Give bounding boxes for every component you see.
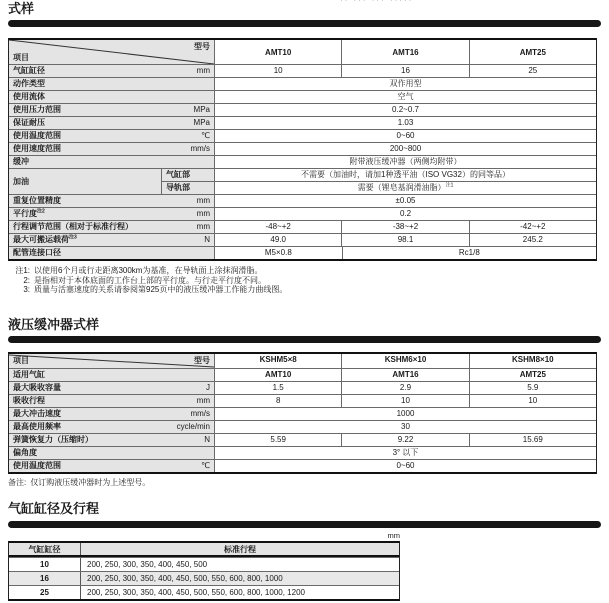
stroke-list: 200, 250, 300, 350, 400, 450, 500 [80,558,399,571]
row-unit: ℃ [201,460,210,470]
column-header-amt25: AMT25 [469,40,596,64]
absorber-table [8,352,597,474]
cell-value: 10 [341,395,468,407]
column-header-standard-stroke: 标准行程 [80,543,399,555]
cell-value: 25 [469,65,596,77]
column-header-kshm6x10: KSHM6×10 [341,354,468,368]
row-unit: mm [196,395,210,405]
corner-item-label: 项目 [13,355,29,365]
diagonal-corner-cell [9,40,214,64]
absorber-remark [8,478,609,488]
spec-table-header-row [9,40,596,64]
row-label: 配管连接口径 [13,248,61,257]
table-row-pressure-range [9,103,596,116]
corner-item-label: 项目 [13,53,29,62]
row-label-lubrication: 加油 [9,169,161,194]
cell-value: 49.0 [214,234,341,246]
lube-subrow-guide [161,181,596,194]
row-label: 偏角度 [13,447,37,457]
row-label: 重复位置精度 [13,196,61,205]
row-unit: mm [196,209,210,218]
cell-value-span: 0.2~0.7 [214,104,596,116]
unit-label-mm: mm [387,531,400,540]
footnote-1 [8,266,609,276]
cell-value: 5.59 [214,434,341,446]
section-divider-bar [8,20,601,27]
column-header-bore: 气缸缸径 [28,545,61,554]
cell-value: 8 [214,395,341,407]
row-label [13,234,77,246]
cell-value: 98.1 [341,234,468,246]
table-row-max-load [9,233,596,246]
cell-value: M5×0.8 [214,247,342,259]
row-label: 行程调节范围（相对于标准行程） [13,222,133,231]
diagonal-line [9,354,214,368]
footnote-3 [8,285,609,295]
cell-value: 9.22 [341,434,468,446]
label-text: 平行度 [13,209,37,218]
cell-value: 2.9 [341,382,468,394]
section-title-specifications: 式样 [8,1,35,16]
footnote-text: 是指相对于本体底面的工作台上部的平行度。与行走平行度不同。 [34,275,266,285]
row-unit: mm [196,196,210,205]
cell-value: -42~+2 [469,221,596,233]
row-unit: MPa [193,118,210,127]
cell-value: AMT25 [469,369,596,381]
row-unit: mm/s [190,144,210,153]
cell-value: 1.5 [214,382,341,394]
table-row-parallelism [9,207,596,220]
bore-stroke-header-row [9,543,399,557]
diagonal-corner-cell [9,354,214,368]
spec-table [8,38,597,261]
cell-value-span: 不需要（加油时，请加1种透平油（ISO VG32）的同等品） [214,169,596,181]
table-row-bore-25 [9,585,399,599]
footnote-number: 3: [23,285,30,294]
row-unit: N [204,235,210,244]
table-row-bore-10 [9,557,399,571]
cell-text: 需要（锂皂基润滑油脂） [357,183,446,192]
footnote-text: 以使用6个月或行走距离300km为基准，在导轨面上涂抹润滑脂。 [34,266,263,275]
corner-model-label: 型号 [194,355,210,365]
row-unit: ℃ [201,131,210,140]
cell-value-span2: Rc1/8 [342,247,596,259]
row-label: 使用流体 [13,92,45,101]
table-row-max-frequency [9,420,596,433]
cell-value-span: ±0.05 [214,195,596,207]
subrow-label: 导轨部 [161,182,214,194]
stroke-list: 200, 250, 300, 350, 400, 450, 500, 550, 600, 800, 1000, 1200 [80,586,399,599]
row-label: 最大冲击速度 [13,408,61,418]
note-superscript: 注1 [445,182,454,189]
cell-value-span: 附带液压缓冲器（两侧均附带） [214,156,596,168]
row-label: 使用压力范围 [13,105,61,114]
note-superscript: 注2 [37,208,45,215]
footnote-number: 2: [23,275,30,285]
row-label: 最高使用频率 [13,421,61,431]
table-row-max-energy [9,381,596,394]
table-row-lubrication [9,168,596,194]
cell-value: 10 [469,395,596,407]
cell-value: -38~+2 [341,221,468,233]
column-header-kshm5x8: KSHM5×8 [214,354,341,368]
table-row-spring-force [9,433,596,446]
note-superscript: 注3 [69,234,77,241]
section-divider-bar [8,521,601,528]
table-row-stroke-adjustment [9,220,596,233]
stroke-list: 200, 250, 300, 350, 400, 450, 500, 550, 600, 800, 1000 [80,572,399,585]
cell-value-span: 0~60 [214,130,596,142]
cell-value-span: 0~60 [214,460,596,472]
footnote-text: 质量与活塞速度的关系请参阅第925页中的液压缓冲器工作能力曲线图。 [34,285,288,294]
clipped-running-header: ·· ··· ··· ····· [340,0,414,5]
cell-value: 5.9 [469,382,596,394]
cell-value: AMT10 [214,369,341,381]
row-label: 最大吸收容量 [13,382,61,392]
row-label: 弹簧恢复力（压缩时） [13,434,93,444]
row-label: 使用速度范围 [13,144,61,153]
lube-subrow-cylinder [161,169,596,181]
table-row-action-type [9,77,596,90]
bore-value: 10 [40,560,49,569]
absorber-table-header-row [9,354,596,368]
section-title-bore-stroke: 气缸缸径及行程 [8,501,100,516]
row-unit: mm [196,66,210,75]
cell-value: 245.2 [469,234,596,246]
row-label: 保证耐压 [13,118,45,127]
table-row-cushion [9,155,596,168]
table-row-max-impact-speed [9,407,596,420]
section-divider-bar [8,336,601,343]
column-header-kshm8x10: KSHM8×10 [469,354,596,368]
table-row-repeatability [9,194,596,207]
row-unit: cycle/min [176,421,210,431]
remark-text: 仅订购液压缓冲器时为上述型号。 [30,477,151,487]
bore-stroke-table [8,541,400,601]
label-text: 最大可搬运载荷 [13,235,69,244]
table-row-bore [9,64,596,77]
row-label: 动作类型 [13,79,45,88]
table-row-fluid [9,90,596,103]
cell-value-span: 1000 [214,408,596,420]
corner-model-label: 型号 [194,42,210,51]
cell-value-span: 200~800 [214,143,596,155]
row-label: 适用气缸 [13,369,45,379]
cell-value-span: 双作用型 [214,78,596,90]
section-title-absorber: 液压缓冲器式样 [8,316,100,332]
cell-value-span: 1.03 [214,117,596,129]
row-label: 气缸缸径 [13,66,45,75]
row-unit: mm [196,222,210,231]
table-row-proof-pressure [9,116,596,129]
row-label: 缓冲 [13,157,29,166]
row-label [13,208,45,220]
row-label: 使用温度范围 [13,460,61,470]
footnotes [8,266,609,295]
table-row-speed-range [9,142,596,155]
row-unit: MPa [193,105,210,114]
footnote-2 [8,276,609,286]
cell-value: 15.69 [469,434,596,446]
row-unit: N [204,434,210,444]
table-row-bore-16 [9,571,399,585]
diagonal-line [9,40,214,64]
table-row-absorbing-stroke [9,394,596,407]
cell-value: 16 [341,65,468,77]
bore-value: 25 [40,588,49,597]
cell-value-span [214,182,596,194]
cell-value: 10 [214,65,341,77]
cell-value-span: 30 [214,421,596,433]
cell-value-span: 3° 以下 [214,447,596,459]
table-row-eccentric-angle [9,446,596,459]
cell-value: AMT16 [341,369,468,381]
subrow-label: 气缸部 [161,169,214,181]
row-label: 吸收行程 [13,395,45,405]
row-unit: J [206,382,210,392]
remark-label: 备注: [8,477,27,487]
bore-value: 16 [40,574,49,583]
column-header-amt10: AMT10 [214,40,341,64]
column-header-amt16: AMT16 [341,40,468,64]
table-row-applicable-cylinder [9,368,596,381]
row-unit: mm/s [190,408,210,418]
cell-value-span: 0.2 [214,208,596,220]
cell-value: -48~+2 [214,221,341,233]
cell-value-span: 空气 [214,91,596,103]
table-row-temperature-range [9,129,596,142]
row-label: 使用温度范围 [13,131,61,140]
footnote-number: 注1: [15,266,30,275]
table-row-piping-port [9,246,596,259]
table-row-absorber-temperature [9,459,596,472]
